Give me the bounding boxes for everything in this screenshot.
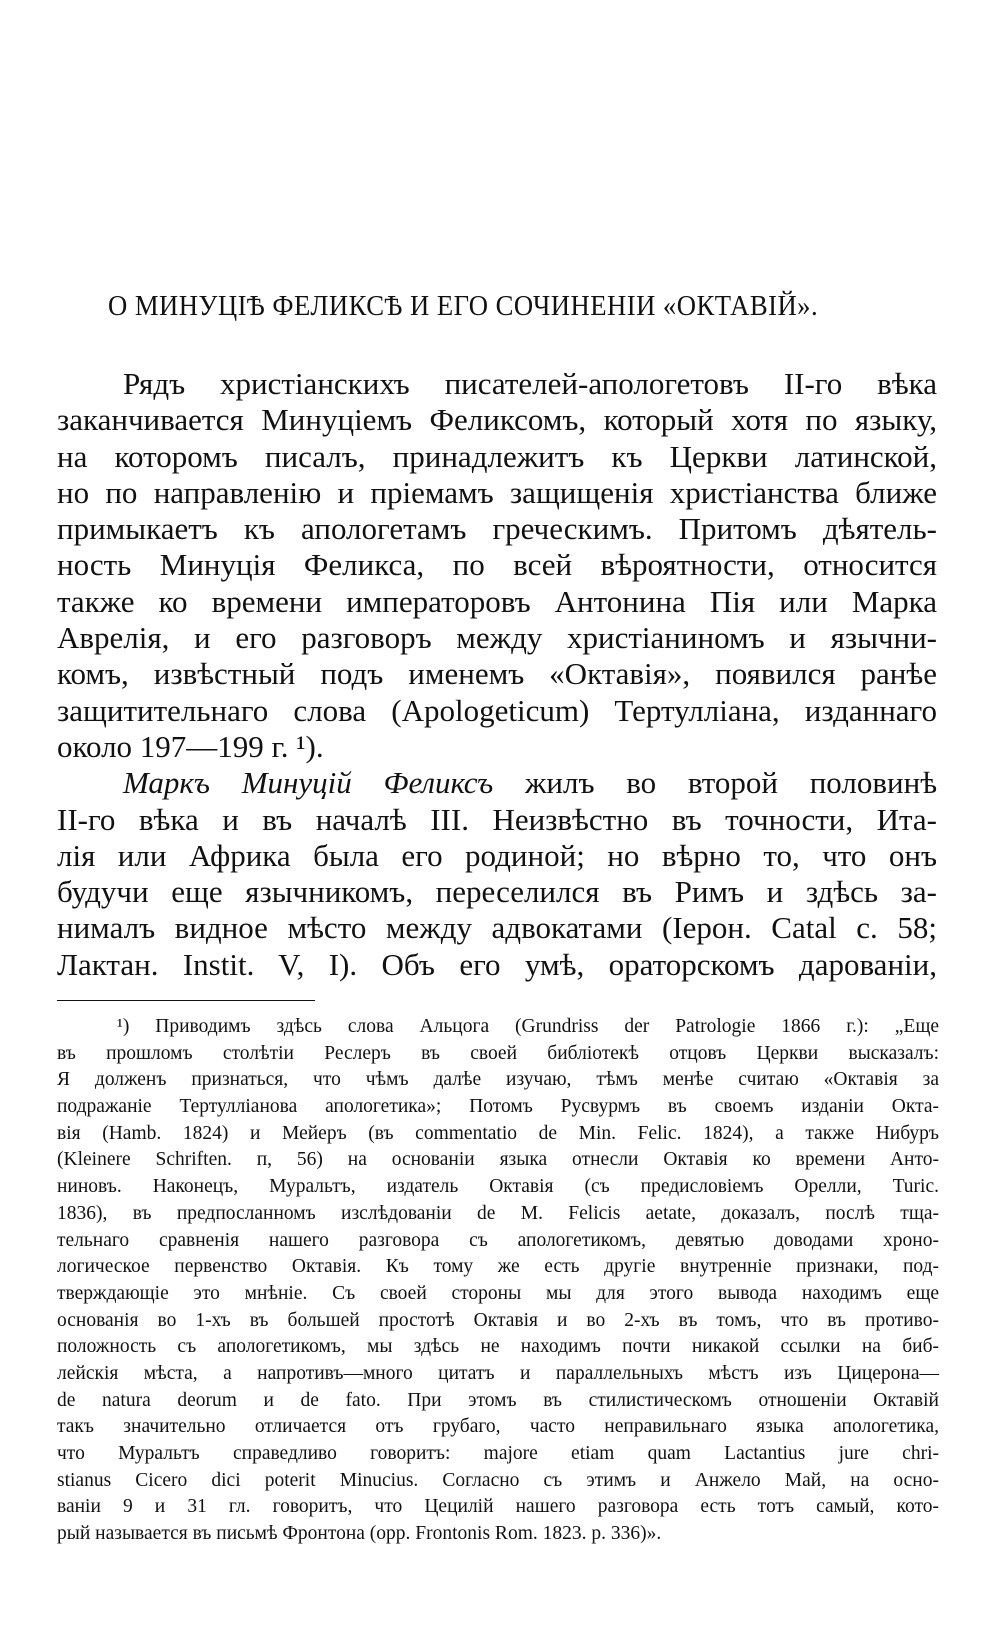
footnote-line: рый называется въ письмѣ Фронтона (opp. Frontonis Rom. 1823. p. 336)». xyxy=(57,1523,662,1545)
text-line: заканчивается Минуціемъ Феликсомъ, который хотя по языку, xyxy=(57,402,937,438)
footnote-line: логическое первенство Октавія. Къ тому же есть другіе внутренніе признаки, под- xyxy=(57,1256,939,1278)
text-line xyxy=(57,765,937,801)
page-title: О МИНУЦІѢ ФЕЛИКСѢ И ЕГО СОЧИНЕНІИ «ОКТАВІЙ». xyxy=(108,290,819,322)
footnote-line: тельнаго сравненія нашего разговора съ апологетикомъ, девятью доводами хроно- xyxy=(57,1229,939,1251)
footnote-line: въ прошломъ столѣтіи Реслеръ въ своей библіотекѣ отцовъ Церкви высказалъ: xyxy=(57,1042,939,1064)
text-line: II-го вѣка и въ началѣ III. Неизвѣстно въ точности, Ита- xyxy=(57,801,937,837)
text-line: защитительнаго слова (Apologeticum) Тертулліана, изданнаго xyxy=(57,692,937,728)
text-line: комъ, извѣстный подъ именемъ «Октавія», появился ранѣе xyxy=(57,656,937,692)
footnote-line: 1836), въ предпосланномъ изслѣдованіи de M. Felicis aetate, доказалъ, послѣ тща- xyxy=(57,1202,939,1224)
footnote-line: (Kleinere Schriften. п, 56) на основаніи языка отнесли Октавія ко времени Анто- xyxy=(57,1149,939,1171)
footnote-line: de natura deorum и de fato. При этомъ въ стилистическомъ отношеніи Октавій xyxy=(57,1389,939,1411)
footnote-line: ниновъ. Наконецъ, Муральтъ, издатель Октавія (съ предисловіемъ Орелли, Turic. xyxy=(57,1176,939,1198)
footnote-line: тверждающіе это мнѣніе. Съ своей стороны мы для этого вывода находимъ еще xyxy=(57,1282,939,1304)
text-line: около 197—199 г. ¹). xyxy=(57,728,324,764)
footnote-line: stianus Cicero dici poterit Minucius. Согласно съ этимъ и Анжело Май, на осно- xyxy=(57,1469,939,1491)
text-line: на которомъ писалъ, принадлежитъ къ Церкви латинской, xyxy=(57,438,937,474)
footnote-line: ¹) Приводимъ здѣсь слова Альцога (Grundriss der Patrologie 1866 г.): „Еще xyxy=(117,1016,939,1037)
text-line: Рядъ христіанскихъ писателей-апологетовъ II-го вѣка xyxy=(123,366,937,401)
footnote xyxy=(57,1014,939,1548)
footnote-line: вія (Hamb. 1824) и Мейеръ (въ commentatio de Min. Felic. 1824), а также Нибуръ xyxy=(57,1122,939,1144)
footnote-line: положность съ апологетикомъ, мы здѣсь не находимъ почти никакой ссылки на биб- xyxy=(57,1336,939,1358)
italic-author-name: Маркъ Минуцій Феликсъ xyxy=(123,765,494,801)
text-line: Лактан. Instit. V, I). Объ его умѣ, ораторскомъ дарованіи, xyxy=(57,946,937,982)
text-line: примыкаетъ къ апологетамъ греческимъ. Притомъ дѣятель- xyxy=(57,511,937,547)
text-line: также ко времени императоровъ Антонина Пія или Марка xyxy=(57,583,937,619)
text-line: Аврелія, и его разговоръ между христіаниномъ и язычни- xyxy=(57,620,937,656)
text-line-rest: жилъ во второй половинѣ xyxy=(524,765,938,801)
footnote-line: подражаніе Тертулліанова апологетика»; Потомъ Русвурмъ въ своемъ изданіи Окта- xyxy=(57,1096,939,1118)
footnote-divider xyxy=(57,1000,315,1001)
footnote-line: ваніи 9 и 31 гл. говоритъ, что Цецилій нашего разговора есть тотъ самый, кото- xyxy=(57,1496,939,1518)
footnote-line: Я долженъ признаться, что чѣмъ далѣе изучаю, тѣмъ менѣе считаю «Октавія за xyxy=(57,1069,939,1091)
text-line: но по направленію и пріемамъ защищенія христіанства ближе xyxy=(57,474,937,510)
footnote-line: основанія во 1-хъ въ большей простотѣ Октавія и во 2-хъ въ томъ, что въ противо- xyxy=(57,1309,939,1331)
main-text xyxy=(57,366,937,983)
footnote-line: такъ значительно отличается отъ грубаго, часто неправильнаго языка апологетика, xyxy=(57,1416,939,1438)
text-line: будучи еще язычникомъ, переселился въ Римъ и здѣсь за- xyxy=(57,874,937,910)
footnote-line: что Муральтъ справедливо говоритъ: majore etiam quam Lactantius jure chri- xyxy=(57,1443,939,1464)
text-line: лія или Африка была его родиной; но вѣрно то, что онъ xyxy=(57,837,937,873)
text-line: ность Минуція Феликса, по всей вѣроятности, относится xyxy=(57,547,937,583)
footnote-line: лейскія мѣста, а напротивъ—много цитатъ и параллельныхъ мѣстъ изъ Цицерона— xyxy=(57,1362,939,1384)
text-line: нималъ видное мѣсто между адвокатами (Іерон. Catal c. 58; xyxy=(57,910,937,946)
